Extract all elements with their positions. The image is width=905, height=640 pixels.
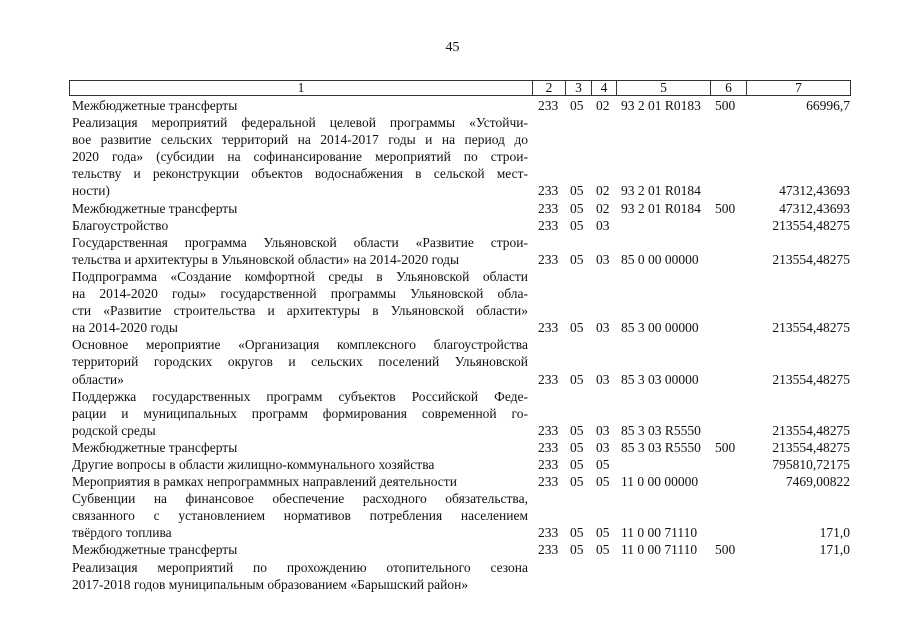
code-ministry: 233 <box>538 251 559 267</box>
table-row <box>72 114 862 199</box>
code-target-article: 85 3 03 00000 <box>621 371 699 387</box>
description-line: связанного с установлением нормативов потребления населением <box>72 508 528 524</box>
amount: 213554,48275 <box>772 439 850 455</box>
code-ministry: 233 <box>538 371 559 387</box>
column-header-3: 3 <box>566 81 592 96</box>
row-codes <box>72 371 862 388</box>
description-line: Межбюджетные трансферты <box>72 200 238 216</box>
description-line: тельства и архитектуры в Ульяновской области» на 2014-2020 годы <box>72 251 460 267</box>
description-line: территорий городских округов и сельских поселений Ульяновской <box>72 354 528 370</box>
amount: 47312,43693 <box>779 183 850 199</box>
code-ministry: 233 <box>538 456 559 472</box>
table-row <box>72 559 862 593</box>
code-section: 05 <box>570 320 584 336</box>
code-subsection: 02 <box>596 98 610 113</box>
code-section: 05 <box>570 217 584 233</box>
code-subsection: 03 <box>596 422 610 438</box>
budget-table-body <box>72 97 862 593</box>
description-line: вое развитие сельских территорий на 2014-2017 годы и на период до <box>72 132 528 148</box>
description-line: Подпрограмма «Создание комфортной среды в Ульяновской области <box>72 268 528 284</box>
table-row <box>72 439 862 456</box>
description-line: Поддержка государственных программ субъектов Российской Феде- <box>72 388 528 404</box>
description-line: сти «Развитие строительства и архитектуры в Ульяновской области» <box>72 303 528 319</box>
column-header-row <box>69 80 851 96</box>
code-subsection: 03 <box>596 217 610 233</box>
row-codes <box>72 182 862 199</box>
page-number: 45 <box>445 40 460 55</box>
code-target-article: 85 3 00 00000 <box>621 320 699 336</box>
description-line: Государственная программа Ульяновской области «Развитие строи- <box>72 234 528 250</box>
row-codes <box>72 200 862 217</box>
code-subsection: 02 <box>596 183 610 199</box>
column-header-7: 7 <box>747 81 851 96</box>
code-expense-type: 500 <box>715 200 736 216</box>
code-section: 05 <box>570 98 584 113</box>
description-line: на 2014-2020 годы» государственной программы Ульяновской обла- <box>72 286 528 302</box>
amount: 795810,72175 <box>772 456 850 472</box>
code-section: 05 <box>570 542 584 558</box>
code-expense-type: 500 <box>715 98 736 113</box>
description-line: Межбюджетные трансферты <box>72 439 238 455</box>
description-line: Реализация мероприятий федеральной целевой программы «Устойчи- <box>72 115 528 131</box>
table-row <box>72 336 862 387</box>
amount: 7469,00822 <box>785 474 850 490</box>
description-line: Основное мероприятие «Организация комплексного благоустройства <box>72 337 528 353</box>
table-row <box>72 268 862 336</box>
row-codes <box>72 473 862 490</box>
table-row <box>72 217 862 234</box>
column-header-5: 5 <box>617 81 711 96</box>
amount: 47312,43693 <box>779 200 850 216</box>
code-section: 05 <box>570 456 584 472</box>
row-codes <box>72 541 862 558</box>
row-codes <box>72 217 862 234</box>
description-line: Субвенции на финансовое обеспечение расходного обязательства, <box>72 491 528 507</box>
code-ministry: 233 <box>538 439 559 455</box>
table-row <box>72 388 862 439</box>
amount: 213554,48275 <box>772 217 850 233</box>
code-ministry: 233 <box>538 320 559 336</box>
row-codes <box>72 576 862 593</box>
amount: 213554,48275 <box>772 371 850 387</box>
code-section: 05 <box>570 474 584 490</box>
code-target-article: 85 0 00 00000 <box>621 251 699 267</box>
amount: 213554,48275 <box>772 251 850 267</box>
code-section: 05 <box>570 525 584 541</box>
code-target-article: 85 3 03 R5550 <box>621 439 701 455</box>
table-row <box>72 456 862 473</box>
description-line: ности) <box>72 183 110 199</box>
description-line: тельству и реконструкции объектов водоснабжения в сельской мест- <box>72 166 528 182</box>
description-line: 2017-2018 годов муниципальным образованием «Барышский район» <box>72 576 469 592</box>
description-line: Межбюджетные трансферты <box>72 542 238 558</box>
code-section: 05 <box>570 439 584 455</box>
code-ministry: 233 <box>538 422 559 438</box>
code-ministry: 233 <box>538 98 559 113</box>
code-section: 05 <box>570 371 584 387</box>
description-line: Реализация мероприятий по прохождению отопительного сезона <box>72 559 528 575</box>
code-ministry: 233 <box>538 474 559 490</box>
code-section: 05 <box>570 422 584 438</box>
code-section: 05 <box>570 200 584 216</box>
table-row <box>72 234 862 268</box>
table-row <box>72 541 862 558</box>
row-codes <box>72 319 862 336</box>
code-expense-type: 500 <box>715 542 736 558</box>
description-line: Благоустройство <box>72 217 169 233</box>
column-header-1: 1 <box>70 81 533 96</box>
code-target-article: 85 3 03 R5550 <box>621 422 701 438</box>
code-subsection: 05 <box>596 525 610 541</box>
description-line: твёрдого топлива <box>72 525 172 541</box>
row-codes <box>72 524 862 541</box>
description-line: Межбюджетные трансферты <box>72 98 238 113</box>
description-line: родской среды <box>72 422 156 438</box>
description-line: Другие вопросы в области жилищно-коммунального хозяйства <box>72 456 435 472</box>
code-target-article: 93 2 01 R0183 <box>621 98 701 113</box>
code-subsection: 02 <box>596 200 610 216</box>
amount: 213554,48275 <box>772 422 850 438</box>
column-header-2: 2 <box>533 81 566 96</box>
description-line: Мероприятия в рамках непрограммных направлений деятельности <box>72 474 457 490</box>
code-target-article: 93 2 01 R0184 <box>621 183 701 199</box>
table-row <box>72 200 862 217</box>
code-target-article: 11 0 00 71110 <box>621 542 698 558</box>
code-target-article: 11 0 00 00000 <box>621 474 699 490</box>
table-row <box>72 490 862 541</box>
code-subsection: 03 <box>596 439 610 455</box>
column-header-4: 4 <box>592 81 617 96</box>
description-line: 2020 года» (субсидии на софинансирование мероприятий по строи- <box>72 149 528 165</box>
row-codes <box>72 97 862 114</box>
table-row <box>72 473 862 490</box>
row-codes <box>72 422 862 439</box>
amount: 213554,48275 <box>772 320 850 336</box>
code-target-article: 11 0 00 71110 <box>621 525 698 541</box>
table-row <box>72 97 862 114</box>
code-ministry: 233 <box>538 542 559 558</box>
column-header-6: 6 <box>711 81 747 96</box>
code-expense-type: 500 <box>715 439 736 455</box>
code-subsection: 05 <box>596 474 610 490</box>
code-section: 05 <box>570 183 584 199</box>
code-ministry: 233 <box>538 217 559 233</box>
code-subsection: 03 <box>596 320 610 336</box>
code-subsection: 05 <box>596 542 610 558</box>
code-section: 05 <box>570 251 584 267</box>
code-subsection: 03 <box>596 371 610 387</box>
row-codes <box>72 251 862 268</box>
row-codes <box>72 439 862 456</box>
code-subsection: 05 <box>596 456 610 472</box>
amount: 171,0 <box>819 525 850 541</box>
code-subsection: 03 <box>596 251 610 267</box>
row-codes <box>72 456 862 473</box>
amount: 171,0 <box>819 542 850 558</box>
code-ministry: 233 <box>538 200 559 216</box>
description-line: на 2014-2020 годы <box>72 320 178 336</box>
description-line: области» <box>72 371 124 387</box>
code-ministry: 233 <box>538 183 559 199</box>
amount: 66996,7 <box>806 98 850 113</box>
description-line: рации и муниципальных программ формирования современной го- <box>72 405 528 421</box>
code-target-article: 93 2 01 R0184 <box>621 200 701 216</box>
code-ministry: 233 <box>538 525 559 541</box>
